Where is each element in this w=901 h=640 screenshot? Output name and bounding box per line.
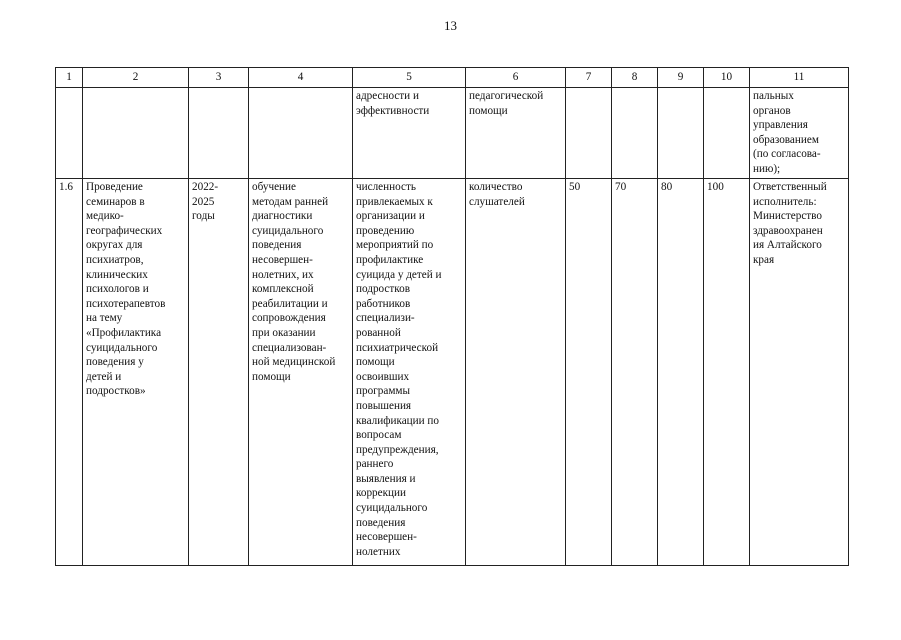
column-header: 5 xyxy=(353,68,466,88)
table-row xyxy=(56,88,849,179)
cell-indicator: численность привлекаемых к организации и проведению мероприятий по профилактике суицида у детей и подростков работников специализи- рованной психиатрической помощи освоивших программы повышения квалификации по вопросам предупреждения, раннего выявления и коррекции суицидального поведения несовершен- нолетних xyxy=(353,179,466,566)
cell-unit: педагогической помощи xyxy=(466,88,566,179)
cell-period: 2022- 2025 годы xyxy=(189,179,249,566)
cell-result: обучение методам ранней диагностики суицидального поведения несовершен- нолетних, их комплексной реабилитации и сопровождения при оказании специализован- ной медицинской помощи xyxy=(249,179,353,566)
cell-result xyxy=(249,88,353,179)
column-header: 11 xyxy=(750,68,849,88)
table-row xyxy=(56,179,849,566)
cell-value xyxy=(612,88,658,179)
cell-period xyxy=(189,88,249,179)
column-header: 1 xyxy=(56,68,83,88)
cell-executor: Ответственный исполнитель: Министерство здравоохранен ия Алтайского края xyxy=(750,179,849,566)
cell-value-2024: 80 xyxy=(658,179,704,566)
column-header: 10 xyxy=(704,68,750,88)
column-header: 2 xyxy=(83,68,189,88)
page-number: 13 xyxy=(444,18,457,33)
cell-event xyxy=(83,88,189,179)
cell-value xyxy=(566,88,612,179)
column-number-row xyxy=(56,68,849,88)
cell-indicator: адресности и эффективности xyxy=(353,88,466,179)
column-header: 3 xyxy=(189,68,249,88)
cell-executor: пальных органов управления образованием (по согласова- нию); xyxy=(750,88,849,179)
cell-value xyxy=(704,88,750,179)
cell-unit: количество слушателей xyxy=(466,179,566,566)
cell-value-2023: 70 xyxy=(612,179,658,566)
plan-table xyxy=(55,67,849,566)
cell-event: Проведение семинаров в медико- географических округах для психиатров, клинических психологов и психотерапевтов на тему «Профилактика суицидального поведения у детей и подростков» xyxy=(83,179,189,566)
cell-number xyxy=(56,88,83,179)
column-header: 7 xyxy=(566,68,612,88)
column-header: 6 xyxy=(466,68,566,88)
cell-number: 1.6 xyxy=(56,179,83,566)
cell-value-2022: 50 xyxy=(566,179,612,566)
cell-value-2025: 100 xyxy=(704,179,750,566)
column-header: 8 xyxy=(612,68,658,88)
column-header: 9 xyxy=(658,68,704,88)
column-header: 4 xyxy=(249,68,353,88)
cell-value xyxy=(658,88,704,179)
